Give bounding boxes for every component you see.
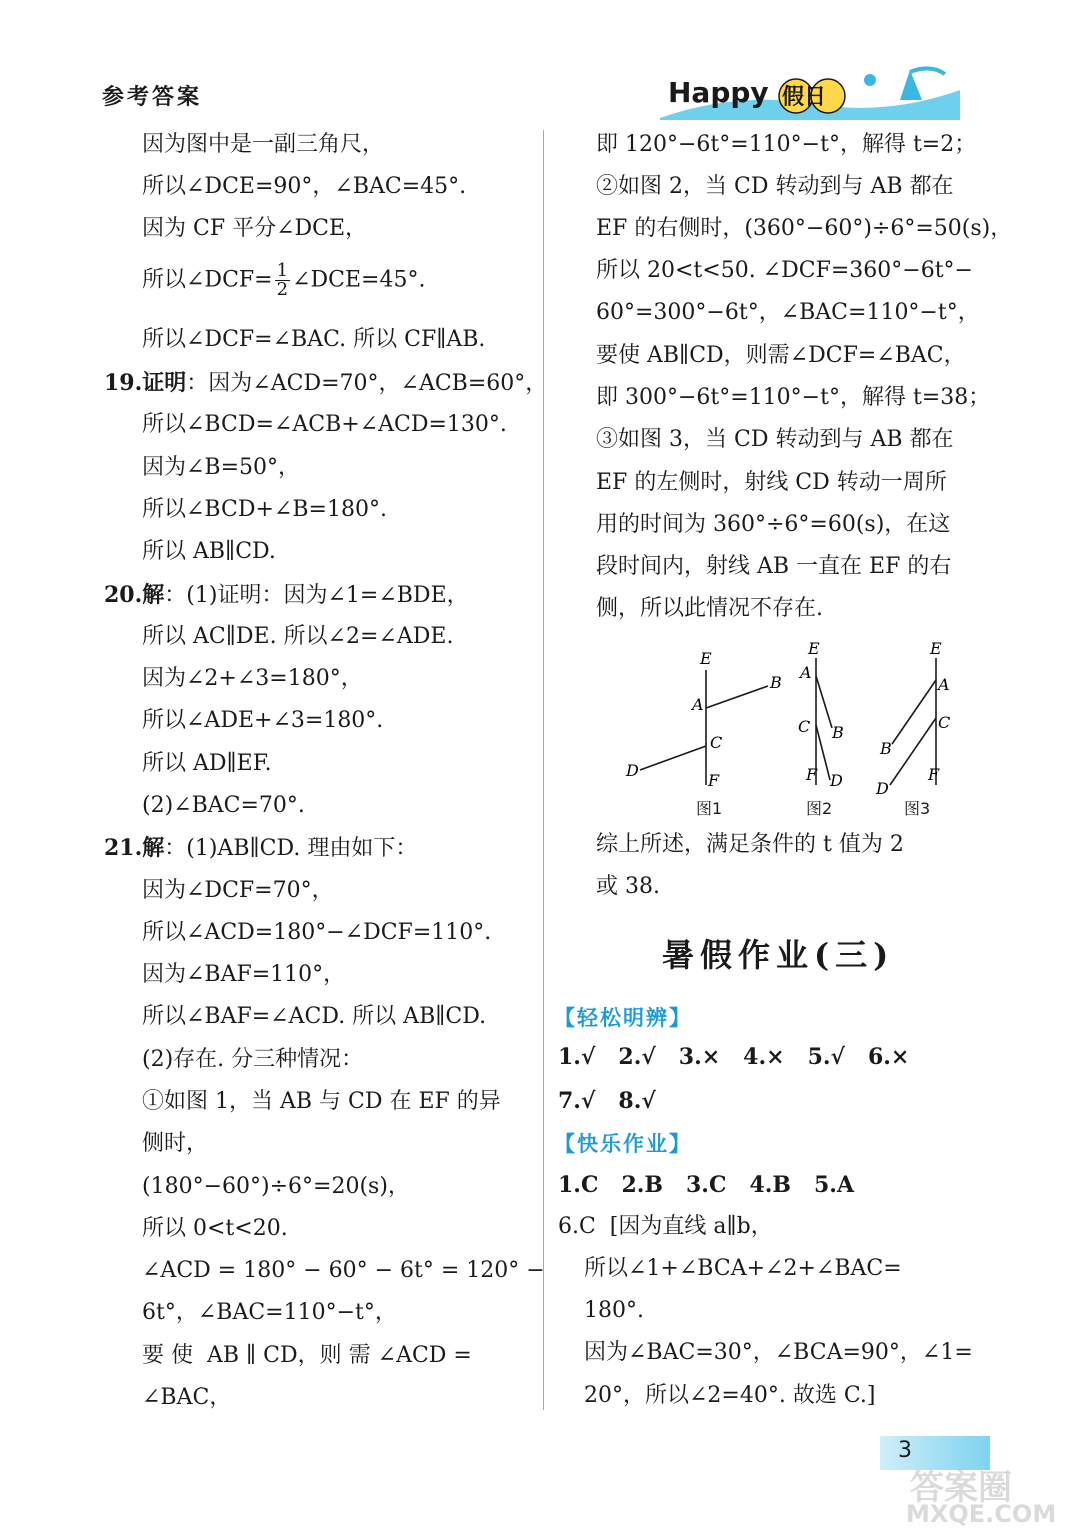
fraction-denominator: 2 [276,279,289,300]
question-text: ：因为∠ACD=70°，∠ACB=60°， [186,371,548,396]
figure-3 [875,640,950,798]
right-line: 180°. [584,1298,644,1323]
right-line: EF 的左侧时，射线 CD 转动一周所 [596,470,947,495]
left-line: 所以∠DCF=∠BAC. 所以 CF∥AB. [142,327,486,352]
question-number: 20. [104,582,143,608]
right-line: 用的时间为 360°÷6°=60(s)，在这 [596,512,951,537]
fig3-label-F: F [928,765,940,784]
question-label: 解 [142,835,165,861]
happy-answers-row-1: 1.C 2.B 3.C 4.B 5.A [558,1172,855,1198]
tag-happy: 【快乐作业】 [554,1131,692,1156]
page-number: 3 [898,1438,912,1463]
right-line: 所以 20<t<50. ∠DCF=360°−6t°− [596,258,973,283]
left-line: 所以∠DCE=90°，∠BAC=45°. [142,174,467,199]
formula-suffix: ∠DCE=45°. [292,267,426,293]
formula-prefix: 所以∠DCF= [142,267,273,293]
left-line: (2)∠BAC=70°. [142,793,305,818]
right-line: 要使 AB∥CD，则需∠DCF=∠BAC， [596,343,966,368]
happy-answers-row-2: 6.C [因为直线 a∥b， [558,1214,773,1239]
left-line: 因为∠B=50°， [142,455,301,480]
left-line: 所以∠ACD=180°−∠DCF=110°. [142,920,492,945]
fig3-caption: 图3 [904,799,931,818]
left-line: 因为∠DCF=70°， [142,878,334,903]
fig1-label-A: A [692,695,704,714]
fig2-label-A: A [800,663,812,682]
fig2-caption: 图2 [806,799,833,818]
section-title: 暑假作业(三) [662,936,895,974]
easy-answers-row-2: 7.√ 8.√ [558,1088,656,1114]
left-line: 所以∠BCD=∠ACB+∠ACD=130°. [142,412,507,437]
fig2-label-B: B [832,723,844,742]
right-line: 即 300°−6t°=110°−t°，解得 t=38； [596,385,991,410]
fig1-label-B: B [770,673,782,692]
left-line: 所以∠BAF=∠ACD. 所以 AB∥CD. [142,1004,487,1029]
right-line: EF 的右侧时，(360°−60°)÷6°=50(s)， [596,216,1013,241]
right-line: 20°，所以∠2=40°. 故选 C.] [584,1383,876,1408]
fig3-label-A: A [938,675,950,694]
left-line: 因为∠BAF=110°， [142,962,346,987]
right-line: 段时间内，射线 AB 一直在 EF 的右 [596,554,952,579]
fig1-label-C: C [710,733,723,752]
easy-answers-row-1: 1.√ 2.√ 3.× 4.× 5.√ 6.× [558,1044,910,1070]
left-line: (2)存在. 分三种情况： [142,1047,364,1072]
fraction [275,262,290,299]
left-line: 所以∠ADE+∠3=180°. [142,708,384,733]
right-line: 侧，所以此情况不存在. [596,596,823,621]
left-line: 所以 AB∥CD. [142,539,276,564]
left-line [104,833,417,864]
left-line [104,368,547,399]
fig2-label-C: C [798,717,811,736]
left-line: 因为图中是一副三角尺， [142,132,385,157]
fig2-label-F: F [806,765,818,784]
figure-1 [625,649,782,790]
fig1-label-D: D [626,761,639,780]
watermark-url: MXQE.COM [906,1500,1057,1528]
right-line: 或 38. [596,874,660,899]
fig3-label-C: C [938,713,951,732]
tag-easy: 【轻松明辨】 [554,1005,692,1030]
left-line: 所以 0<t<20. [142,1216,288,1241]
left-line: 所以 AD∥EF. [142,751,272,776]
right-line: 60°=300°−6t°，∠BAC=110°−t°， [596,300,980,325]
column-divider [543,130,544,1410]
left-line: 侧时， [142,1131,209,1156]
left-line: 因为 CF 平分∠DCE， [142,216,368,241]
figure-2 [798,640,844,790]
left-line: 所以 AC∥DE. 所以∠2=∠ADE. [142,624,454,649]
right-line: 所以∠1+∠BCA+∠2+∠BAC= [584,1256,902,1281]
right-line: 因为∠BAC=30°，∠BCA=90°，∠1= [584,1340,973,1365]
left-line: ①如图 1，当 AB 与 CD 在 EF 的异 [142,1089,501,1114]
right-line: 即 120°−6t°=110°−t°，解得 t=2； [596,132,977,157]
fig1-label-E: E [700,649,712,668]
question-label: 解 [142,582,165,608]
logo-latin-text: Happy [668,76,769,109]
watermark: 答案圈 [910,1468,1012,1508]
right-line: ②如图 2，当 CD 转动到与 AB 都在 [596,174,954,199]
left-line: ∠BAC， [142,1385,232,1410]
fig3-label-E: E [930,640,942,658]
left-line [104,580,469,611]
header-title: 参考答案 [102,84,203,110]
fig2-label-D: D [830,771,843,790]
question-text: ：(1)证明：因为∠1=∠BDE， [164,583,469,608]
left-line: 6t°，∠BAC=110°−t°， [142,1300,397,1325]
left-line: 所以∠BCD+∠B=180°. [142,497,387,522]
right-line: ③如图 3，当 CD 转动到与 AB 都在 [596,427,954,452]
left-line: ∠ACD = 180° − 60° − 6t° = 120° − [142,1258,545,1283]
question-text: ：(1)AB∥CD. 理由如下： [164,836,418,861]
fig2-label-E: E [808,640,820,658]
fig1-label-F: F [708,771,720,790]
fig3-label-D: D [876,779,889,798]
left-line: (180°−60°)÷6°=20(s)， [142,1174,410,1199]
fig1-caption: 图1 [696,799,723,818]
question-number: 21. [104,835,143,861]
right-line: 综上所述，满足条件的 t 值为 2 [596,832,904,857]
fraction-numerator: 1 [276,260,289,281]
logo-cn-text: 假日 [782,85,827,110]
happy-holiday-logo [660,60,960,120]
question-label: 证明 [142,370,187,396]
fig3-label-B: B [880,739,892,758]
left-line: 因为∠2+∠3=180°， [142,666,363,691]
figures [620,640,980,820]
left-line [142,262,425,299]
left-line: 要 使 AB ∥ CD，则 需 ∠ACD = [142,1343,472,1368]
question-number: 19. [104,370,143,396]
